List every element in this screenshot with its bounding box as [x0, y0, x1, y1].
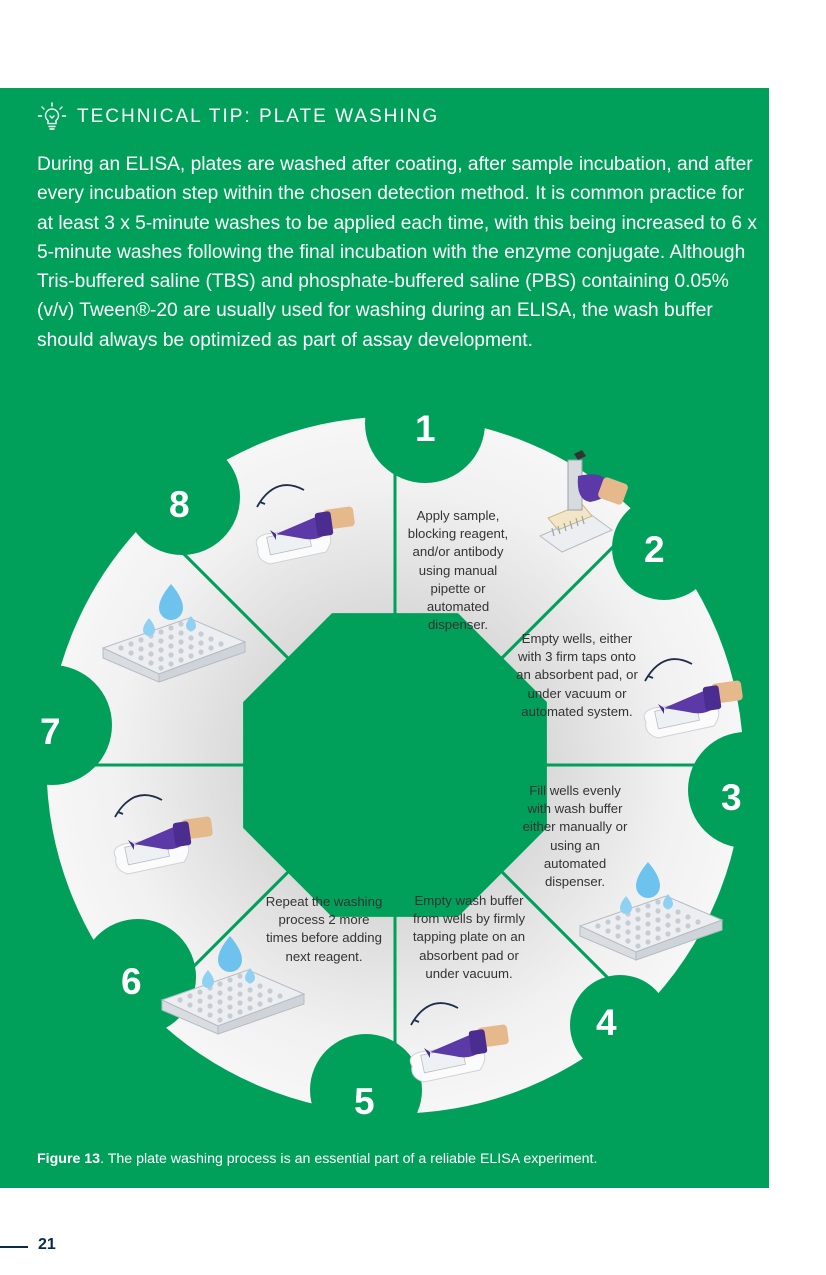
step-3-text: Fill wells evenly with wash buffer either manually or using an automated dispenser.: [522, 783, 628, 890]
step-1-text: Apply sample, blocking reagent, and/or antibody using manual pipette or automated dispenser.: [407, 508, 509, 633]
step-7-number: 7: [40, 711, 61, 752]
step-6-number: 6: [121, 961, 142, 1002]
step-4-number: 4: [596, 1002, 617, 1043]
tip-title: TECHNICAL TIP: PLATE WASHING: [77, 106, 440, 127]
step-2-number: 2: [644, 529, 665, 570]
figure-caption-text: . The plate washing process is an essential part of a reliable ELISA experiment.: [100, 1151, 598, 1167]
step-3-number: 3: [721, 777, 742, 818]
page-number: 21: [38, 1236, 56, 1253]
step-5-text: Repeat the washing process 2 more times before adding next reagent.: [265, 894, 383, 964]
step-5-number: 5: [354, 1081, 375, 1122]
page-number-rule: [0, 1246, 28, 1248]
lightbulb-icon: [37, 102, 67, 132]
figure-label: Figure 13: [37, 1151, 101, 1167]
step-4-text: Empty wash buffer from wells by firmly tapping plate on an absorbent pad or under vacuum.: [412, 893, 526, 981]
washing-cycle-diagram: [0, 398, 769, 1133]
step-8-number: 8: [169, 484, 190, 525]
tip-body: During an ELISA, plates are washed after coating, after sample incubation, and after every incubation step within the chosen detection method. It is common practice for at least 3 x 5-minute washes to be applied each time, with this being increased to 6 x 5-minute washes following the final incubation with the enzyme conjugate. Although Tris-buffered saline (TBS) and phosphate-buffered saline (PBS) containing 0.05% (v/v) Tween®-20 are usually used for washing during an ELISA, the wash buffer should always be optimized as part of assay development.: [37, 154, 757, 351]
tip-header: [37, 100, 439, 134]
step-2-text: Empty wells, either with 3 firm taps onto an absorbent pad, or under vacuum or automated system.: [516, 631, 638, 719]
figure-caption: [37, 1151, 597, 1167]
step-1-number: 1: [415, 408, 436, 449]
